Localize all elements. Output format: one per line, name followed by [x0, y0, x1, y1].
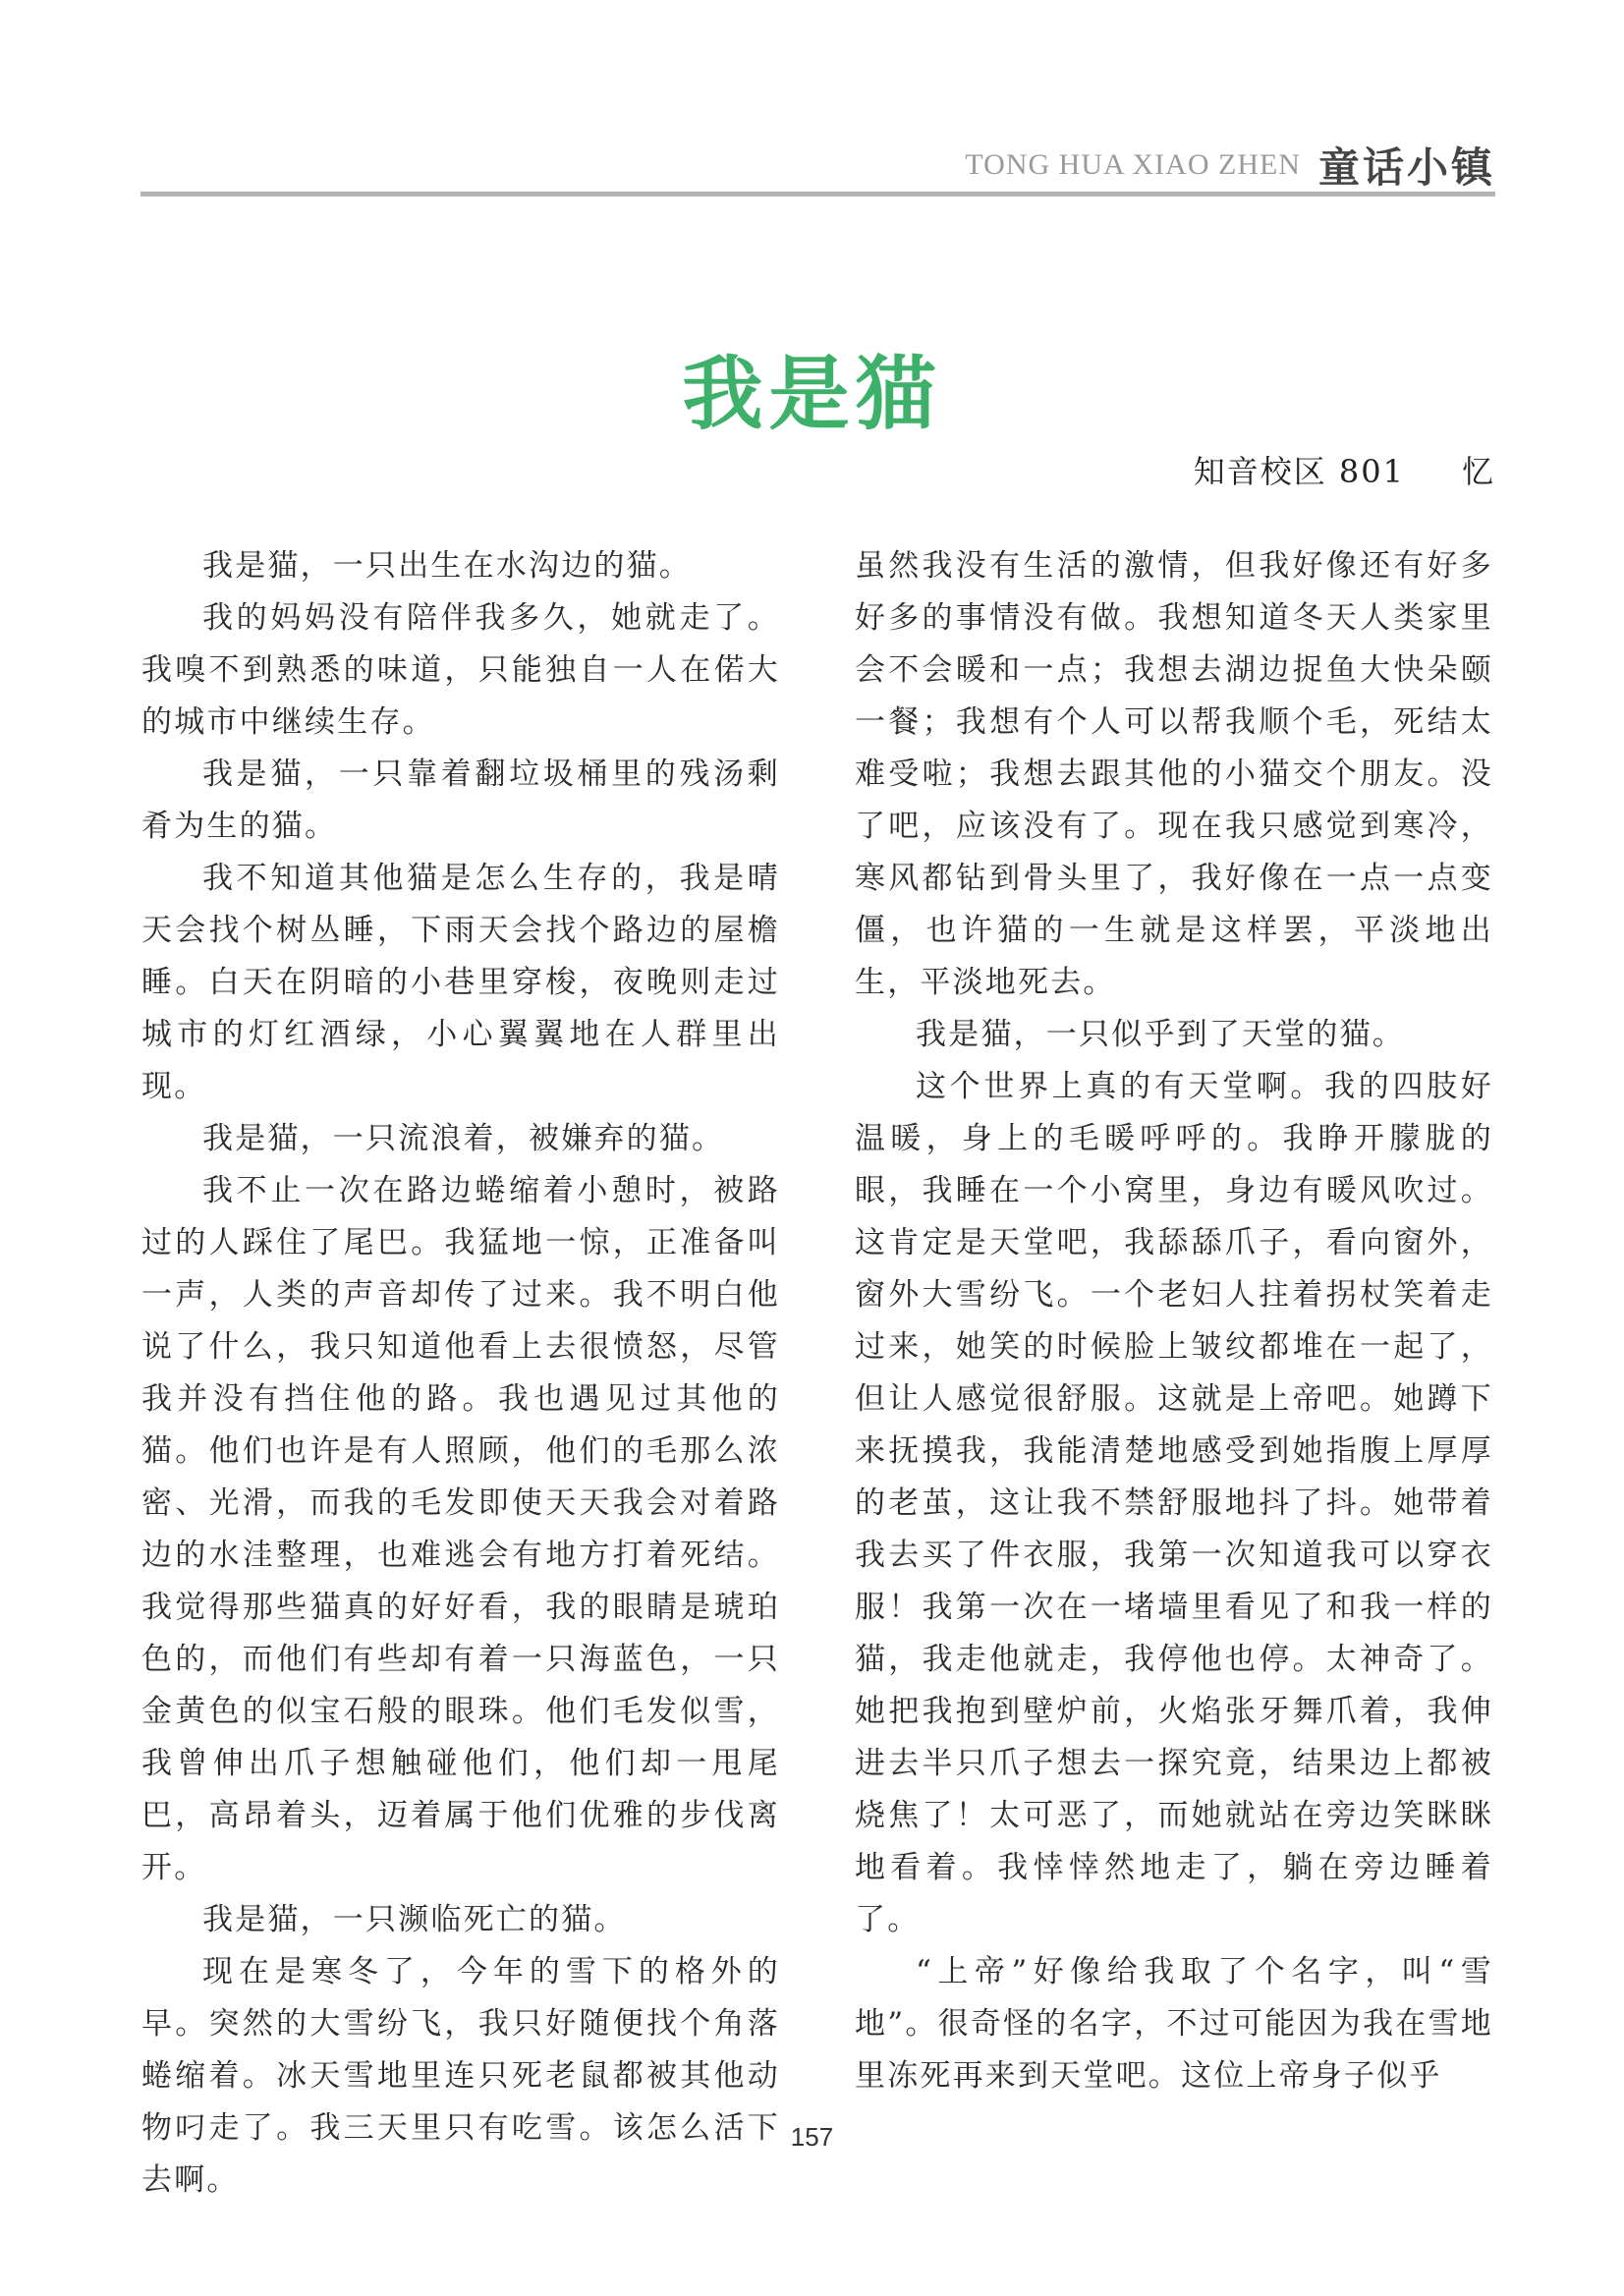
paragraph: 我是猫，一只流浪着，被嫌弃的猫。 — [202, 1121, 725, 1156]
text-column-right — [855, 540, 1493, 2102]
page-header — [140, 136, 1495, 192]
paragraph: 我是猫，一只似乎到了天堂的猫。 — [916, 1017, 1405, 1052]
section-name-chinese: 童话小镇 — [1317, 143, 1495, 192]
paragraph: 我是猫，一只濒临死亡的猫。 — [202, 1902, 627, 1937]
section-name-english: TONG HUA XIAO ZHEN — [965, 148, 1301, 181]
text-column-left — [141, 540, 780, 2207]
byline-school: 知音校区 801 — [1193, 453, 1405, 490]
paragraph-continued: 虽然我没有生活的激情，但我好像还有好多好多的事情没有做。我想知道冬天人类家里会不会暖和一点；我想去湖边捉鱼大快朵颐一餐；我想有个人可以帮我顺个毛，死结太难受啦；我想去跟其他的小猫交个朋友。没了吧，应该没有了。现在我只感觉到寒冷，寒风都钻到骨头里了，我好像在一点一点变僵，也许猫的一生就是这样罢，平淡地出生，平淡地死去。 — [855, 548, 1493, 1000]
page-number: 157 — [790, 2122, 834, 2152]
article-title: 我是猫 — [682, 348, 942, 441]
header-divider — [140, 192, 1495, 196]
paragraph: 我是猫，一只出生在水沟边的猫。 — [202, 548, 692, 584]
paragraph: 这个世界上真的有天堂啊。我的四肢好温暖，身上的毛暖呼呼的。我睁开朦胧的眼，我睡在一个小窝里，身边有暖风吹过。这肯定是天堂吧，我舔舔爪子，看向窗外，窗外大雪纷飞。一个老妇人拄着拐杖笑着走过来，她笑的时候脸上皱纹都堆在一起了，但让人感觉很舒服。这就是上帝吧。她蹲下来抚摸我，我能清楚地感受到她指腹上厚厚的老茧，这让我不禁舒服地抖了抖。她带着我去买了件衣服，我第一次知道我可以穿衣服！我第一次在一堵墙里看见了和我一样的猫，我走他就走，我停他也停。太神奇了。她把我抱到壁炉前，火焰张牙舞爪着，我伸进去半只爪子想去一探究竟，结果边上都被烧焦了！太可恶了，而她就站在旁边笑眯眯地看着。我悻悻然地走了，躺在旁边睡着了。 — [855, 1069, 1493, 1937]
paragraph: 我是猫，一只靠着翻垃圾桶里的残汤剩肴为生的猫。 — [141, 756, 780, 844]
paragraph: “上帝”好像给我取了个名字，叫“雪地”。很奇怪的名字，不过可能因为我在雪地里冻死再来到天堂吧。这位上帝身子似乎 — [855, 1954, 1493, 2094]
paragraph: 我不止一次在路边蜷缩着小憩时，被路过的人踩住了尾巴。我猛地一惊，正准备叫一声，人类的声音却传了过来。我不明白他说了什么，我只知道他看上去很愤怒，尽管我并没有挡住他的路。我也遇见过其他的猫。他们也许是有人照顾，他们的毛那么浓密、光滑，而我的毛发即使天天我会对着路边的水洼整理，也难逃会有地方打着死结。我觉得那些猫真的好好看，我的眼睛是琥珀色的，而他们有些却有着一只海蓝色，一只金黄色的似宝石般的眼珠。他们毛发似雪，我曾伸出爪子想触碰他们，他们却一甩尾巴，高昂着头，迈着属于他们优雅的步伐离开。 — [141, 1173, 780, 1885]
byline — [1194, 447, 1495, 492]
paragraph: 我不知道其他猫是怎么生存的，我是晴天会找个树丛睡，下雨天会找个路边的屋檐睡。白天在阴暗的小巷里穿梭，夜晚则走过城市的灯红酒绿，小心翼翼地在人群里出现。 — [141, 861, 780, 1104]
byline-author: 忆 — [1461, 453, 1495, 490]
paragraph: 现在是寒冬了，今年的雪下的格外的早。突然的大雪纷飞，我只好随便找个角落蜷缩着。冰天雪地里连只死老鼠都被其他动物叼走了。我三天里只有吃雪。该怎么活下去啊。 — [141, 1954, 780, 2198]
paragraph: 我的妈妈没有陪伴我多久，她就走了。我嗅不到熟悉的味道，只能独自一人在偌大的城市中继续生存。 — [141, 600, 780, 740]
